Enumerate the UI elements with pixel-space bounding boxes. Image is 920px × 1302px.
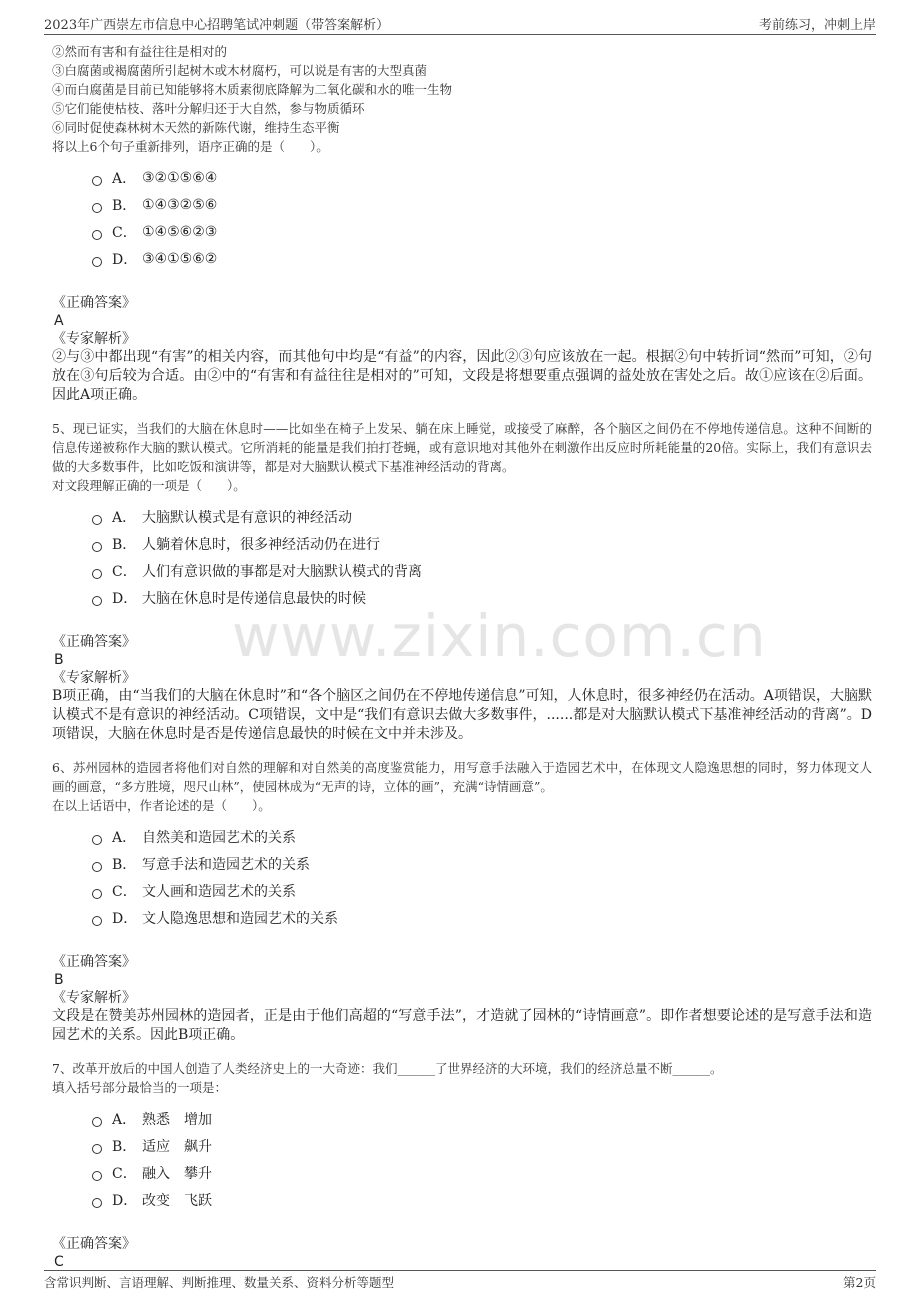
option-list [92,164,872,272]
option-letter: C． [112,1165,137,1182]
watermark: www.zixin.com.cn [232,602,767,670]
option-text: 文人隐逸思想和造园艺术的关系 [142,910,338,927]
analysis-label: 《专家解析》 [52,670,136,686]
option-letter: A． [112,829,137,846]
option-text: 大脑默认模式是有意识的神经活动 [142,509,352,526]
option-list [92,1105,872,1213]
option-b[interactable] [92,191,872,218]
radio-icon[interactable] [92,515,102,525]
option-letter: A． [112,170,137,187]
answer-value: C [54,1254,64,1270]
question-text: 5、现已证实，当我们的大脑在休息时——比如坐在椅子上发呆、躺在床上睡觉，或接受了麻醉，各个脑区之间仍在不停地传递信息。这种不间断的信息传递被称作大脑的默认模式。它所消耗的能量是我们拍打苍蝇，或有意识地对其他外在刺激作出反应时所耗能量的20倍。实际上，我们有意识去做的大多数事件，比如吃饭和演讲等，都是对大脑默认模式下基准神经活动的背离。 [52,421,872,474]
option-letter: C． [112,883,137,900]
option-d[interactable] [92,1186,872,1213]
radio-icon[interactable] [92,1144,102,1154]
question-7 [52,1059,872,1271]
option-c[interactable] [92,877,872,904]
answer-label: 《正确答案》 [52,1236,136,1252]
radio-icon[interactable] [92,203,102,213]
option-a[interactable] [92,1105,872,1132]
radio-icon[interactable] [92,176,102,186]
option-text: 改变 飞跃 [142,1192,212,1209]
page-number: 第2页 [843,1275,876,1290]
sentence-line: ④而白腐菌是目前已知能够将木质素彻底降解为二氧化碳和水的唯一生物 [52,82,453,97]
radio-icon[interactable] [92,1117,102,1127]
analysis-label: 《专家解析》 [52,331,136,347]
option-text: 适应 飙升 [142,1138,212,1155]
radio-icon[interactable] [92,596,102,606]
sentence-line: ⑥同时促使森林树木天然的新陈代谢，维持生态平衡 [52,120,340,135]
option-c[interactable] [92,557,872,584]
option-b[interactable] [92,530,872,557]
option-letter: A． [112,1111,137,1128]
option-letter: C． [112,224,137,241]
question-6 [52,758,872,1045]
question-text: 7、改革开放后的中国人创造了人类经济史上的一大奇迹：我们______了世界经济的大环境，我们的经济总量不断______。 [52,1061,723,1076]
answer-value: B [54,652,64,668]
option-d[interactable] [92,904,872,931]
question-prompt: 填入括号部分最恰当的一项是： [52,1080,228,1095]
answer-label: 《正确答案》 [52,295,136,311]
option-text: 人们有意识做的事都是对大脑默认模式的背离 [142,563,422,580]
question-4 [52,42,872,405]
option-text: ③②①⑤⑥④ [142,169,218,186]
option-text: ①④③②⑤⑥ [142,196,218,213]
page-header [44,12,876,35]
option-a[interactable] [92,823,872,850]
analysis-label: 《专家解析》 [52,990,136,1006]
option-letter: A． [112,509,137,526]
radio-icon[interactable] [92,1171,102,1181]
radio-icon[interactable] [92,862,102,872]
question-5 [52,419,872,744]
question-prompt: 在以上话语中，作者论述的是（ ）。 [52,798,271,813]
option-text: 熟悉 增加 [142,1111,212,1128]
option-letter: B． [112,197,137,214]
option-letter: D． [112,590,138,607]
document-title: 2023年广西崇左市信息中心招聘笔试冲刺题（带答案解析） [44,18,390,33]
option-text: 人躺着休息时，很多神经活动仍在进行 [142,536,380,553]
option-text: 自然美和造园艺术的关系 [142,829,296,846]
option-b[interactable] [92,1132,872,1159]
option-text: 大脑在休息时是传递信息最快的时候 [142,590,366,607]
radio-icon[interactable] [92,230,102,240]
radio-icon[interactable] [92,916,102,926]
answer-value: A [54,313,64,329]
answer-label: 《正确答案》 [52,634,136,650]
option-a[interactable] [92,164,872,191]
sentence-line: ⑤它们能使枯枝、落叶分解归还于大自然，参与物质循环 [52,101,365,116]
option-list [92,823,872,931]
header-slogan: 考前练习，冲刺上岸 [758,18,876,33]
option-letter: B． [112,1138,137,1155]
radio-icon[interactable] [92,889,102,899]
page-content [52,42,872,1271]
option-text: ③④①⑤⑥② [142,250,218,267]
option-d[interactable] [92,245,872,272]
radio-icon[interactable] [92,542,102,552]
option-letter: D． [112,251,138,268]
answer-value: B [54,972,64,988]
option-letter: B． [112,856,137,873]
radio-icon[interactable] [92,1198,102,1208]
option-c[interactable] [92,218,872,245]
radio-icon[interactable] [92,257,102,267]
option-letter: B． [112,536,137,553]
option-text: 融入 攀升 [142,1165,212,1182]
option-letter: D． [112,910,138,927]
option-a[interactable] [92,503,872,530]
option-text: 写意手法和造园艺术的关系 [142,856,310,873]
question-prompt: 将以上6个句子重新排列，语序正确的是（ ）。 [52,139,329,154]
analysis-text: ②与③中都出现“有害”的相关内容，而其他句中均是“有益”的内容，因此②③句应该放在一起。根据②句中转折词“然而”可知，②句放在③句后较为合适。由②中的“有害和有益往往是相对的”可知，文段是将想要重点强调的益处放在害处之后。故①应该在②后面。因此A项正确。 [52,349,872,403]
option-text: 文人画和造园艺术的关系 [142,883,296,900]
option-letter: D． [112,1192,138,1209]
option-list [92,503,872,611]
footer-note: 含常识判断、言语理解、判断推理、数量关系、资料分析等题型 [44,1275,395,1290]
option-c[interactable] [92,1159,872,1186]
analysis-text: B项正确，由“当我们的大脑在休息时”和“各个脑区之间仍在不停地传递信息”可知，人休息时，很多神经仍在活动。A项错误，大脑默认模式不是有意识的神经活动。C项错误，文中是“我们有意识去做大多数事件，......都是对大脑默认模式下基准神经活动的背离”。D项错误，大脑在休息时是否是传递信息最快的时候在文中并未涉及。 [52,688,872,742]
option-b[interactable] [92,850,872,877]
question-prompt: 对文段理解正确的一项是（ ）。 [52,478,246,493]
radio-icon[interactable] [92,835,102,845]
option-letter: C． [112,563,137,580]
sentence-line: ②然而有害和有益往往是相对的 [52,44,228,59]
sentence-line: ③白腐菌或褐腐菌所引起树木或木材腐朽，可以说是有害的大型真菌 [52,63,428,78]
analysis-text: 文段是在赞美苏州园林的造园者，正是由于他们高超的“写意手法”，才造就了园林的“诗情画意”。即作者想要论述的是写意手法和造园艺术的关系。因此B项正确。 [52,1008,872,1043]
option-text: ①④⑤⑥②③ [142,223,218,240]
page-footer [44,1270,876,1293]
question-text: 6、苏州园林的造园者将他们对自然的理解和对自然美的高度鉴赏能力，用写意手法融入于造园艺术中，在体现文人隐逸思想的同时，努力体现文人画的画意，“多方胜境，咫尺山林”，使园林成为“无声的诗，立体的画”，充满“诗情画意”。 [52,760,872,794]
radio-icon[interactable] [92,569,102,579]
answer-label: 《正确答案》 [52,954,136,970]
option-d[interactable] [92,584,872,611]
